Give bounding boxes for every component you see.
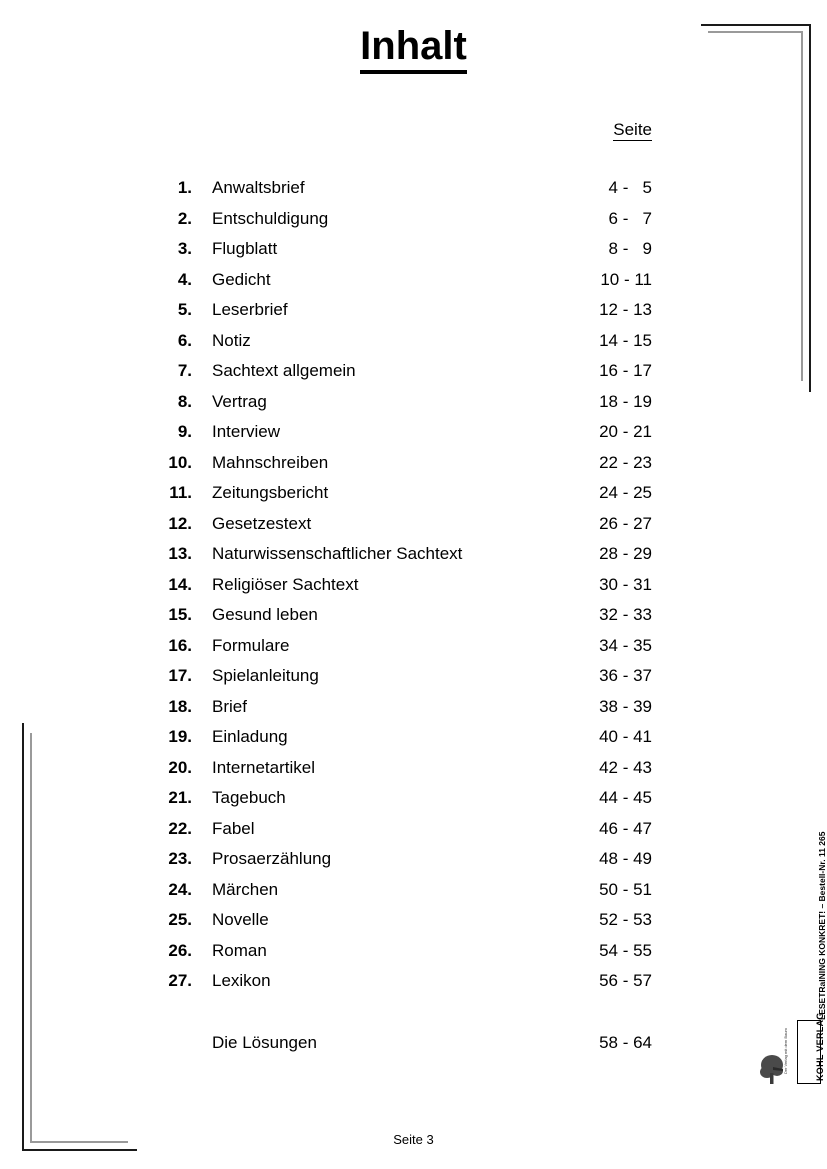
toc-entry-number: 18. <box>168 696 192 716</box>
toc-entry-number: 11. <box>169 483 192 502</box>
tree-mascot-icon <box>759 1052 787 1086</box>
toc-entry-number: 15. <box>168 605 192 624</box>
toc-entry-label: Lexikon <box>212 971 271 990</box>
toc-entry-pages: 34 - 35 <box>599 635 652 655</box>
toc-entry-number: 16. <box>168 635 192 655</box>
toc-row <box>150 758 670 789</box>
toc-entry-label: Roman <box>212 940 267 960</box>
logo-tagline: Der Verlag mit dem Baum <box>783 1028 788 1074</box>
toc-entry-pages: 36 - 37 <box>599 666 652 685</box>
toc-entry-pages: 4 - 5 <box>608 178 652 197</box>
toc-row <box>150 880 670 911</box>
toc-row <box>150 636 670 667</box>
toc-entry-label: Novelle <box>212 910 269 929</box>
toc-entry-pages: 44 - 45 <box>599 788 652 807</box>
toc-row <box>150 392 670 423</box>
toc-entry-number: 9. <box>177 422 192 441</box>
toc-entry-number: 22. <box>168 818 192 838</box>
toc-entry-number: 2. <box>177 208 192 228</box>
toc-row-solutions <box>150 1033 670 1064</box>
toc-entry-label: Mahnschreiben <box>212 452 329 472</box>
toc-entry-label: Vertrag <box>212 391 267 411</box>
toc-row <box>150 453 670 484</box>
corner-bracket-bottom-left <box>22 721 142 1151</box>
toc-row <box>150 788 670 819</box>
toc-row <box>150 544 670 575</box>
toc-entry-label: Naturwissenschaftlicher Sachtext <box>212 544 463 563</box>
toc-row <box>150 910 670 941</box>
toc-entry-number: 20. <box>168 757 192 777</box>
toc-entry-label: Zeitungsbericht <box>212 483 329 502</box>
toc-entry-label: Interview <box>212 422 281 441</box>
toc-entry-label: Fabel <box>212 818 255 838</box>
toc-entry-pages: 40 - 41 <box>599 727 652 746</box>
toc-row <box>150 605 670 636</box>
toc-entry-label: Märchen <box>212 879 279 899</box>
toc-entry-pages: 56 - 57 <box>599 971 652 990</box>
toc-entry-number: 14. <box>168 574 192 594</box>
toc-row <box>150 239 670 270</box>
toc-entry-number: 21. <box>168 788 192 807</box>
toc-entry-label: Prosaerzählung <box>212 849 332 868</box>
toc-entry-label: Flugblatt <box>212 239 278 258</box>
table-of-contents <box>150 120 670 1063</box>
toc-entry-label: Entschuldigung <box>212 208 329 228</box>
toc-row <box>150 209 670 240</box>
toc-entry-label: Religiöser Sachtext <box>212 574 359 594</box>
toc-entry-label: Spielanleitung <box>212 666 319 685</box>
toc-entry-number: 7. <box>177 361 192 380</box>
toc-row <box>150 727 670 758</box>
toc-entry-label: Gedicht <box>212 269 271 289</box>
page-title-text: Inhalt <box>360 24 467 74</box>
toc-entry-pages: 6 - 7 <box>608 208 652 228</box>
toc-entry-number: 24. <box>168 879 192 899</box>
toc-entry-pages: 8 - 9 <box>608 239 652 258</box>
toc-entry-pages: 58 - 64 <box>599 1032 652 1052</box>
toc-entry-number: 12. <box>168 513 192 533</box>
toc-entry-number: 27. <box>168 971 192 990</box>
toc-entry-number: 4. <box>177 269 192 289</box>
toc-entry-pages: 20 - 21 <box>599 422 652 441</box>
logo-name: KOHL VERLAG <box>815 1012 825 1081</box>
bracket-line-vertical-outer <box>22 723 24 1151</box>
toc-row <box>150 422 670 453</box>
toc-entry-label: Gesetzestext <box>212 513 312 533</box>
toc-entry-pages: 42 - 43 <box>599 757 652 777</box>
toc-entry-pages: 30 - 31 <box>599 574 652 594</box>
toc-entry-pages: 12 - 13 <box>599 300 652 319</box>
toc-entry-label: Gesund leben <box>212 605 318 624</box>
footer-page-number: Seite 3 <box>393 1132 434 1147</box>
toc-entry-pages: 22 - 23 <box>599 452 652 472</box>
toc-row <box>150 331 670 362</box>
toc-entry-pages: 28 - 29 <box>599 544 652 563</box>
toc-row <box>150 941 670 972</box>
toc-entry-label: Tagebuch <box>212 788 286 807</box>
toc-entry-label: Die Lösungen <box>212 1032 317 1052</box>
toc-entry-pages: 24 - 25 <box>599 483 652 502</box>
toc-entry-pages: 10 - 11 <box>600 269 652 289</box>
imprint-sidebar <box>781 820 827 1020</box>
toc-entry-number: 23. <box>168 849 192 868</box>
logo-speech-bubble <box>797 1012 825 1084</box>
bracket-line-vertical-inner <box>801 31 803 381</box>
toc-row <box>150 270 670 301</box>
publisher-logo <box>753 1012 825 1098</box>
toc-entry-number: 1. <box>177 178 192 197</box>
toc-entry-number: 26. <box>168 940 192 960</box>
toc-entry-pages: 54 - 55 <box>599 940 652 960</box>
toc-entry-label: Anwaltsbrief <box>212 178 305 197</box>
toc-entry-list <box>150 178 670 1002</box>
toc-entry-pages: 32 - 33 <box>599 605 652 624</box>
toc-entry-pages: 14 - 15 <box>599 330 652 350</box>
toc-entry-pages: 16 - 17 <box>599 361 652 380</box>
toc-row <box>150 483 670 514</box>
toc-entry-number: 13. <box>168 544 192 563</box>
toc-entry-pages: 38 - 39 <box>599 696 652 716</box>
toc-row <box>150 178 670 209</box>
bracket-line-vertical-inner <box>30 733 32 1143</box>
bracket-line-vertical-outer <box>809 24 811 392</box>
toc-entry-number: 25. <box>168 910 192 929</box>
toc-entry-label: Leserbrief <box>212 300 288 319</box>
toc-entry-number: 17. <box>168 666 192 685</box>
toc-entry-label: Notiz <box>212 330 251 350</box>
toc-entry-label: Sachtext allgemein <box>212 361 356 380</box>
toc-entry-number: 10. <box>168 452 192 472</box>
toc-entry-pages: 18 - 19 <box>599 391 652 411</box>
toc-pages-column-header <box>150 120 670 140</box>
toc-entry-label: Internetartikel <box>212 757 315 777</box>
toc-row <box>150 819 670 850</box>
toc-entry-label: Einladung <box>212 727 288 746</box>
toc-row <box>150 514 670 545</box>
toc-entry-number: 6. <box>177 330 192 350</box>
toc-entry-number: 5. <box>177 300 192 319</box>
toc-entry-pages: 46 - 47 <box>599 818 652 838</box>
toc-entry-pages: 50 - 51 <box>599 879 652 899</box>
toc-row <box>150 697 670 728</box>
toc-entry-number: 8. <box>177 391 192 411</box>
toc-row <box>150 300 670 331</box>
page-title <box>0 26 827 66</box>
toc-entry-number: 19. <box>168 727 192 746</box>
toc-entry-pages: 52 - 53 <box>599 910 652 929</box>
toc-entry-label: Brief <box>212 696 247 716</box>
imprint-line-title: LESETRaINING KONKRET! – Bestell-Nr. 11 265 <box>817 831 827 1020</box>
toc-entry-pages: 48 - 49 <box>599 849 652 868</box>
toc-row <box>150 575 670 606</box>
toc-entry-pages: 26 - 27 <box>599 513 652 533</box>
toc-row <box>150 849 670 880</box>
imprint-text <box>817 820 827 1020</box>
toc-entry-label: Formulare <box>212 635 290 655</box>
corner-bracket-top-right <box>691 24 811 394</box>
toc-entry-number: 3. <box>177 239 192 258</box>
bracket-line-horizontal-outer <box>22 1149 137 1151</box>
toc-row <box>150 666 670 697</box>
toc-row <box>150 971 670 1002</box>
toc-row <box>150 361 670 392</box>
toc-pages-header-text: Seite <box>613 120 652 139</box>
